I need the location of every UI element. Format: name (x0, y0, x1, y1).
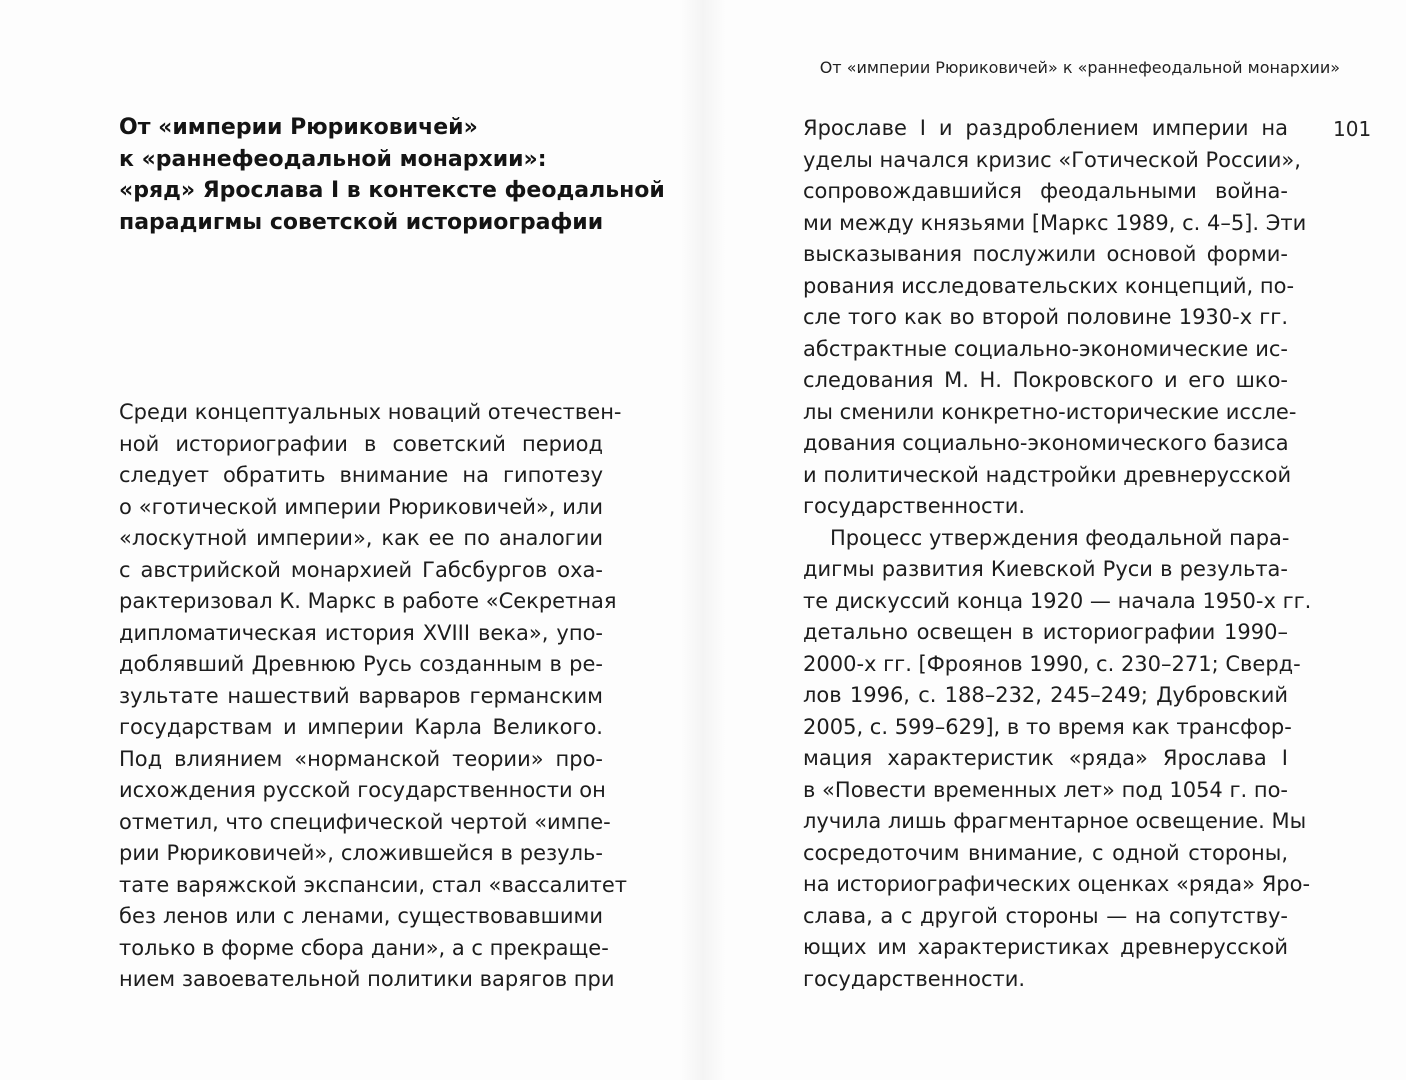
body-line: следования М. Н. Покровского и его шко- (803, 368, 1288, 392)
body-line: «лоскутной империи», как ее по аналогии (119, 526, 603, 550)
body-line: уделы начался кризис «Готической России», (803, 147, 1301, 172)
body-line: зультате нашествий варваров германским (119, 683, 603, 708)
body-line: нием завоевательной политики варягов при (119, 967, 615, 991)
body-line: сле того как во второй половине 1930-х гг. (803, 305, 1288, 329)
chapter-title (119, 112, 665, 238)
body-line: Среди концептуальных новаций отечествен- (119, 400, 622, 424)
body-line: о «готической империи Рюриковичей», или (119, 494, 603, 519)
body-line: ной историографии в советский период (119, 431, 603, 456)
body-line: рования исследовательских концепций, по- (803, 273, 1295, 298)
body-line: и политической надстройки древнерусской (803, 462, 1292, 487)
body-line: исхождения русской государственности он (119, 778, 606, 802)
body-line: Под влиянием «норманской теории» про- (119, 746, 603, 771)
paragraph-end-line: государственности. (803, 966, 1026, 991)
body-line: 2000-х гг. [Фроянов 1990, с. 230–271; Сверд- (803, 651, 1301, 676)
body-line: лы сменили конкретно-исторические иссле- (803, 399, 1297, 424)
book-gutter (680, 0, 726, 1080)
body-line: те дискуссий конца 1920 — начала 1950-х гг. (803, 588, 1312, 613)
body-line: слава, а с другой стороны — на сопутству- (803, 903, 1288, 928)
body-line: Ярославе I и раздроблением империи на (803, 116, 1288, 140)
chapter-title-line: к «раннефеодальной монархии»: (119, 146, 547, 172)
body-line: 2005, с. 599–629], в то время как трансфор- (803, 714, 1292, 739)
body-line: рактеризовал К. Маркс в работе «Секретная (119, 589, 617, 613)
body-line: лучила лишь фрагментарное освещение. Мы (803, 809, 1307, 833)
body-line: государствам и империи Карла Великого. (119, 715, 603, 739)
body-line: с австрийской монархией Габсбургов оха- (119, 557, 603, 582)
body-line: дования социально-экономического базиса (803, 431, 1289, 455)
body-line: рии Рюриковичей», сложившейся в резуль- (119, 841, 603, 865)
left-page-body (119, 397, 627, 996)
body-line: без ленов или с ленами, существовавшими (119, 904, 603, 928)
body-line: тате варяжской экспансии, стал «вассалитет (119, 872, 627, 897)
body-line: в «Повести временных лет» под 1054 г. по- (803, 777, 1288, 802)
body-line: абстрактные социально-экономические ис- (803, 336, 1288, 361)
body-line: дигмы развития Киевской Руси в результа- (803, 557, 1288, 581)
body-line: доблявший Древнюю Русь созданным в ре- (119, 652, 603, 676)
body-line: ми между князьями [Маркс 1989, с. 4–5]. Эти (803, 210, 1307, 235)
chapter-title-line: От «империи Рюриковичей» (119, 115, 478, 140)
chapter-title-line: парадигмы советской историографии (119, 209, 604, 235)
body-line: дипломатическая история XVIII века», упо- (119, 620, 603, 645)
right-page-body (803, 113, 1312, 995)
body-line: отметил, что специфической чертой «импе- (119, 809, 611, 834)
chapter-title-line: «ряд» Ярослава I в контексте феодальной (119, 178, 665, 203)
body-line: ющих им характеристиках древнерусской (803, 935, 1288, 959)
body-line: мация характеристик «ряда» Ярослава I (803, 746, 1288, 770)
body-line: сосредоточим внимание, с одной стороны, (803, 840, 1288, 865)
running-head: От «империи Рюриковичей» к «раннефеодальной монархии» (819, 58, 1340, 77)
body-line: сопровождавшийся феодальными война- (803, 179, 1288, 203)
body-line: следует обратить внимание на гипотезу (119, 463, 603, 487)
paragraph-start-line: Процесс утверждения феодальной пара- (830, 525, 1290, 550)
paragraph-end-line: государственности. (803, 494, 1026, 518)
body-line: детально освещен в историографии 1990– (803, 620, 1288, 644)
body-line: лов 1996, с. 188–232, 245–249; Дубровский (803, 683, 1288, 707)
body-line: высказывания послужили основой форми- (803, 242, 1288, 266)
body-line: на историографических оценках «ряда» Яро- (803, 872, 1311, 896)
body-line: только в форме сбора дани», а с прекраще- (119, 935, 609, 960)
page-number: 101 (1333, 117, 1372, 141)
